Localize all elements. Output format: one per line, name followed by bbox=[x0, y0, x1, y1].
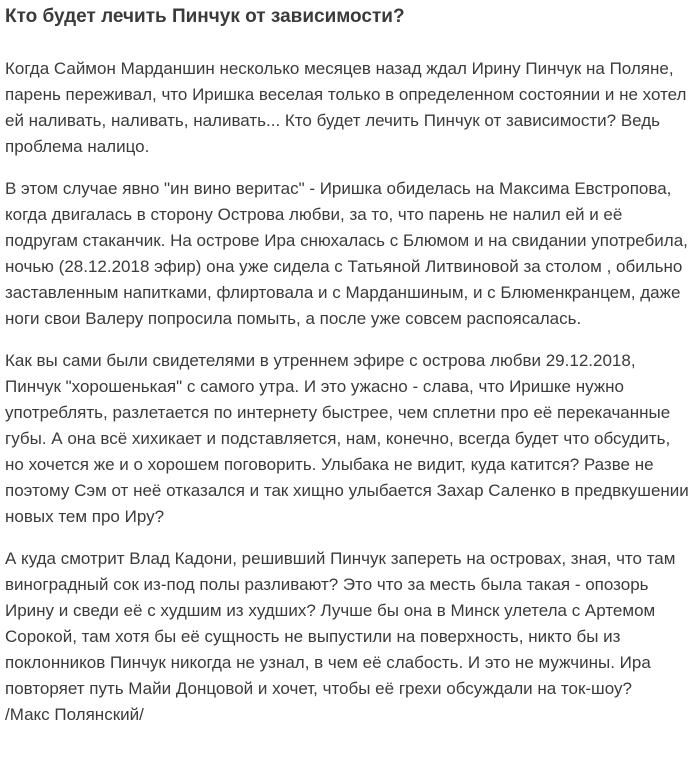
article-paragraph-3: Как вы сами были свидетелями в утреннем эфире с острова любви 29.12.2018, Пинчук "хорошенькая" с самого утра. И это ужасно - слава, что Иришке нужно употреблять, разлетается по интернету быстрее, чем сплетни про её перекачанные губы. А она всё хихикает и подставляется, нам, конечно, всегда будет что обсудить, но хочется же и о хорошем поговорить. Улыбака не видит, куда катится? Разве не поэтому Сэм от неё отказался и так хищно улыбается Захар Саленко в предвкушении новых тем про Иру? bbox=[5, 351, 689, 526]
article-author-signature: /Макс Полянский/ bbox=[5, 705, 144, 724]
article-paragraph-4: А куда смотрит Влад Кадони, решивший Пинчук запереть на островах, зная, что там виноградный сок из-под полы разливают? Это что за месть была такая - опозорь Ирину и сведи её с худшим из худших? Лучше бы она в Минск улетела с Артемом Сорокой, там хотя бы её сущность не выпустили на поверхность, никто бы из поклонников Пинчук никогда не узнал, в чем её слабость. И это не мужчины. Ира повторяет путь Майи Донцовой и хочет, чтобы её грехи обсуждали на ток-шоу? bbox=[5, 549, 676, 698]
article-paragraph-2: В этом случае явно "ин вино веритас" - Иришка обиделась на Максима Евстропова, когда двигалась в сторону Острова любви, за то, что парень не налил ей и её подругам стаканчик. На острове Ира снюхалась с Блюмом и на свидании употребила, ночью (28.12.2018 эфир) она уже сидела с Татьяной Литвиновой за столом , обильно заставленным напитками, флиртовала и с Марданшиным, и с Блюменкранцем, даже ноги свои Валеру попросила помыть, а после уже совсем распоясалась. bbox=[5, 179, 688, 328]
article-title: Кто будет лечить Пинчук от зависимости? bbox=[5, 6, 405, 27]
article-paragraph-1: Когда Саймон Марданшин несколько месяцев назад ждал Ирину Пинчук на Поляне, парень переживал, что Иришка веселая только в определенном состоянии и не хотел ей наливать, наливать, наливать... Кто будет лечить Пинчук от зависимости? Ведь проблема налицо. bbox=[5, 59, 687, 156]
